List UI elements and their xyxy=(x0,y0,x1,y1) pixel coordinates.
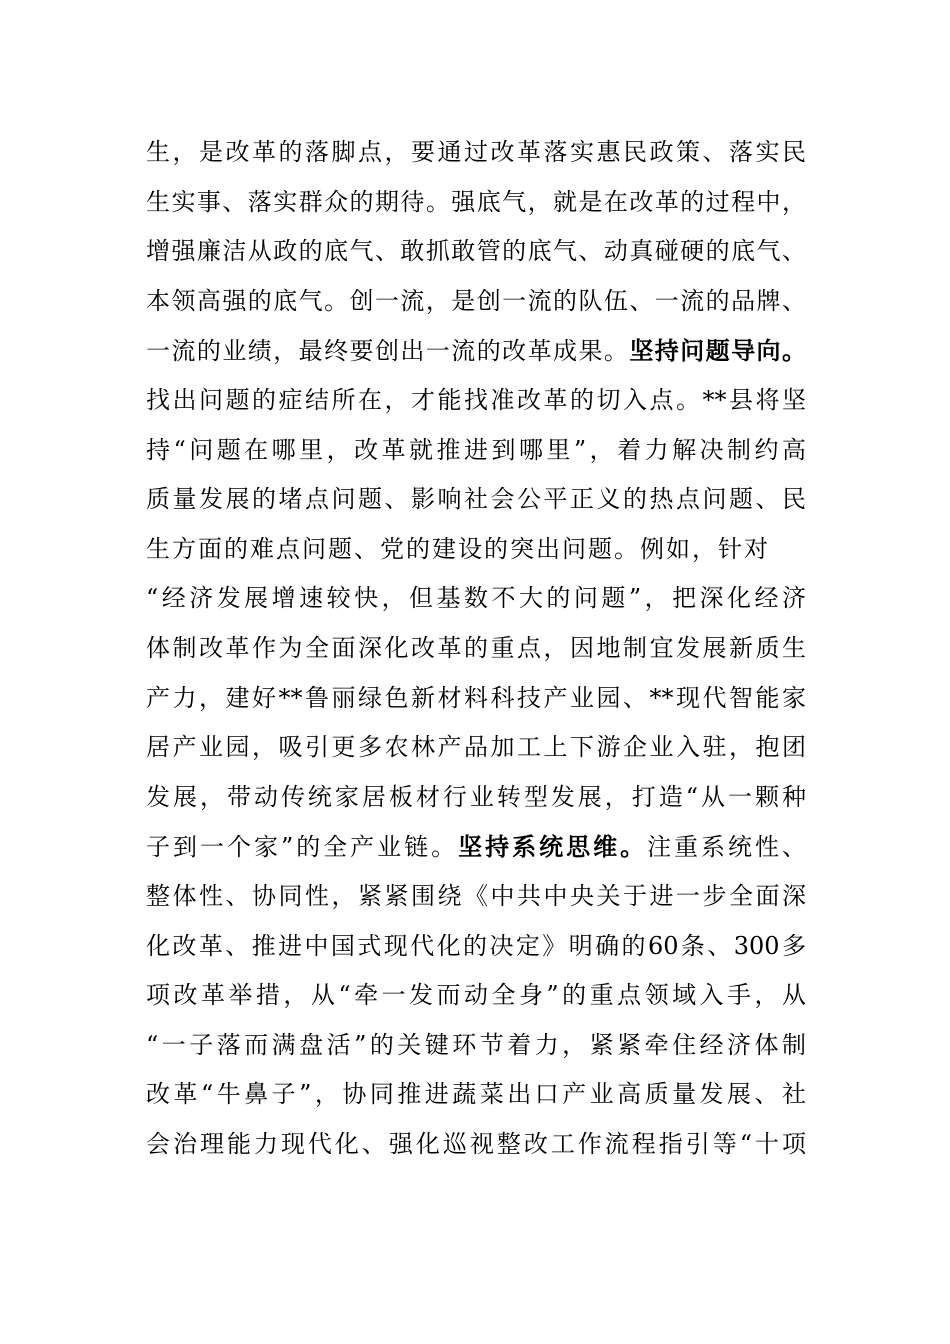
line-text: 注重系统性、 xyxy=(647,833,807,862)
line-text: 质量发展的堵点问题、影响社会公平正义的热点问题、民 xyxy=(146,485,806,514)
line-text: 持“问题在哪里，改革就推进到哪里”，着力解决制约高 xyxy=(146,435,806,464)
text-line xyxy=(146,178,806,228)
line-text: 项改革举措，从“牵一发而动全身”的重点领域入手，从 xyxy=(146,981,806,1010)
text-line xyxy=(146,723,806,773)
text-line xyxy=(146,822,806,872)
text-line xyxy=(146,872,806,922)
bold-heading-text: 坚持问题导向。 xyxy=(629,336,806,366)
line-text: 本领高强的底气。创一流，是创一流的队伍、一流的品牌、 xyxy=(146,286,806,315)
text-line xyxy=(146,475,806,525)
line-text: 增强廉洁从政的底气、敢抓敢管的底气、动真碰硬的底气、 xyxy=(146,237,806,266)
text-line xyxy=(146,227,806,277)
text-line xyxy=(146,277,806,327)
text-line xyxy=(146,326,806,376)
line-text: 改革“牛鼻子”，协同推进蔬菜出口产业高质量发展、社 xyxy=(146,1080,806,1109)
line-text: 居产业园，吸引更多农林产品加工上下游企业入驻，抱团 xyxy=(146,733,806,762)
text-line xyxy=(146,1120,806,1170)
text-line xyxy=(146,128,806,178)
text-line xyxy=(146,1070,806,1120)
text-line xyxy=(146,574,806,624)
text-line xyxy=(146,376,806,426)
line-text: 整体性、协同性，紧紧围绕《中共中央关于进一步全面深 xyxy=(146,881,806,910)
text-line xyxy=(146,426,806,476)
bold-heading-text: 坚持系统思维。 xyxy=(458,832,648,862)
text-line xyxy=(146,624,806,674)
text-line xyxy=(146,773,806,823)
line-text: 子到一个家”的全产业链。 xyxy=(146,833,459,862)
line-text: 生方面的难点问题、党的建设的突出问题。例如，针对 xyxy=(146,534,770,563)
text-line xyxy=(146,971,806,1021)
line-text: “经济发展增速较快，但基数不大的问题”，把深化经济 xyxy=(146,584,806,613)
body-text xyxy=(146,128,806,1169)
line-text: 会治理能力现代化、强化巡视整改工作流程指引等“十项 xyxy=(146,1129,806,1158)
line-text: 产力，建好**鲁丽绿色新材料科技产业园、**现代智能家 xyxy=(146,683,806,712)
text-line xyxy=(146,525,806,575)
line-text: 体制改革作为全面深化改革的重点，因地制宜发展新质生 xyxy=(146,633,806,662)
line-text: 生实事、落实群众的期待。强底气，就是在改革的过程中， xyxy=(146,187,806,216)
line-text: 发展，带动传统家居板材行业转型发展，打造“从一颗种 xyxy=(146,782,806,811)
line-text: 生，是改革的落脚点，要通过改革落实惠民政策、落实民 xyxy=(146,138,806,166)
text-line xyxy=(146,922,806,972)
line-text: 化改革、推进中国式现代化的决定》明确的60条、300多 xyxy=(146,931,806,960)
text-line xyxy=(146,674,806,724)
line-text: 找出问题的症结所在，才能找准改革的切入点。**县将坚 xyxy=(146,385,806,414)
line-text: 一流的业绩，最终要创出一流的改革成果。 xyxy=(146,337,630,366)
line-text: “一子落而满盘活”的关键环节着力，紧紧牵住经济体制 xyxy=(146,1030,806,1059)
text-line xyxy=(146,1021,806,1071)
